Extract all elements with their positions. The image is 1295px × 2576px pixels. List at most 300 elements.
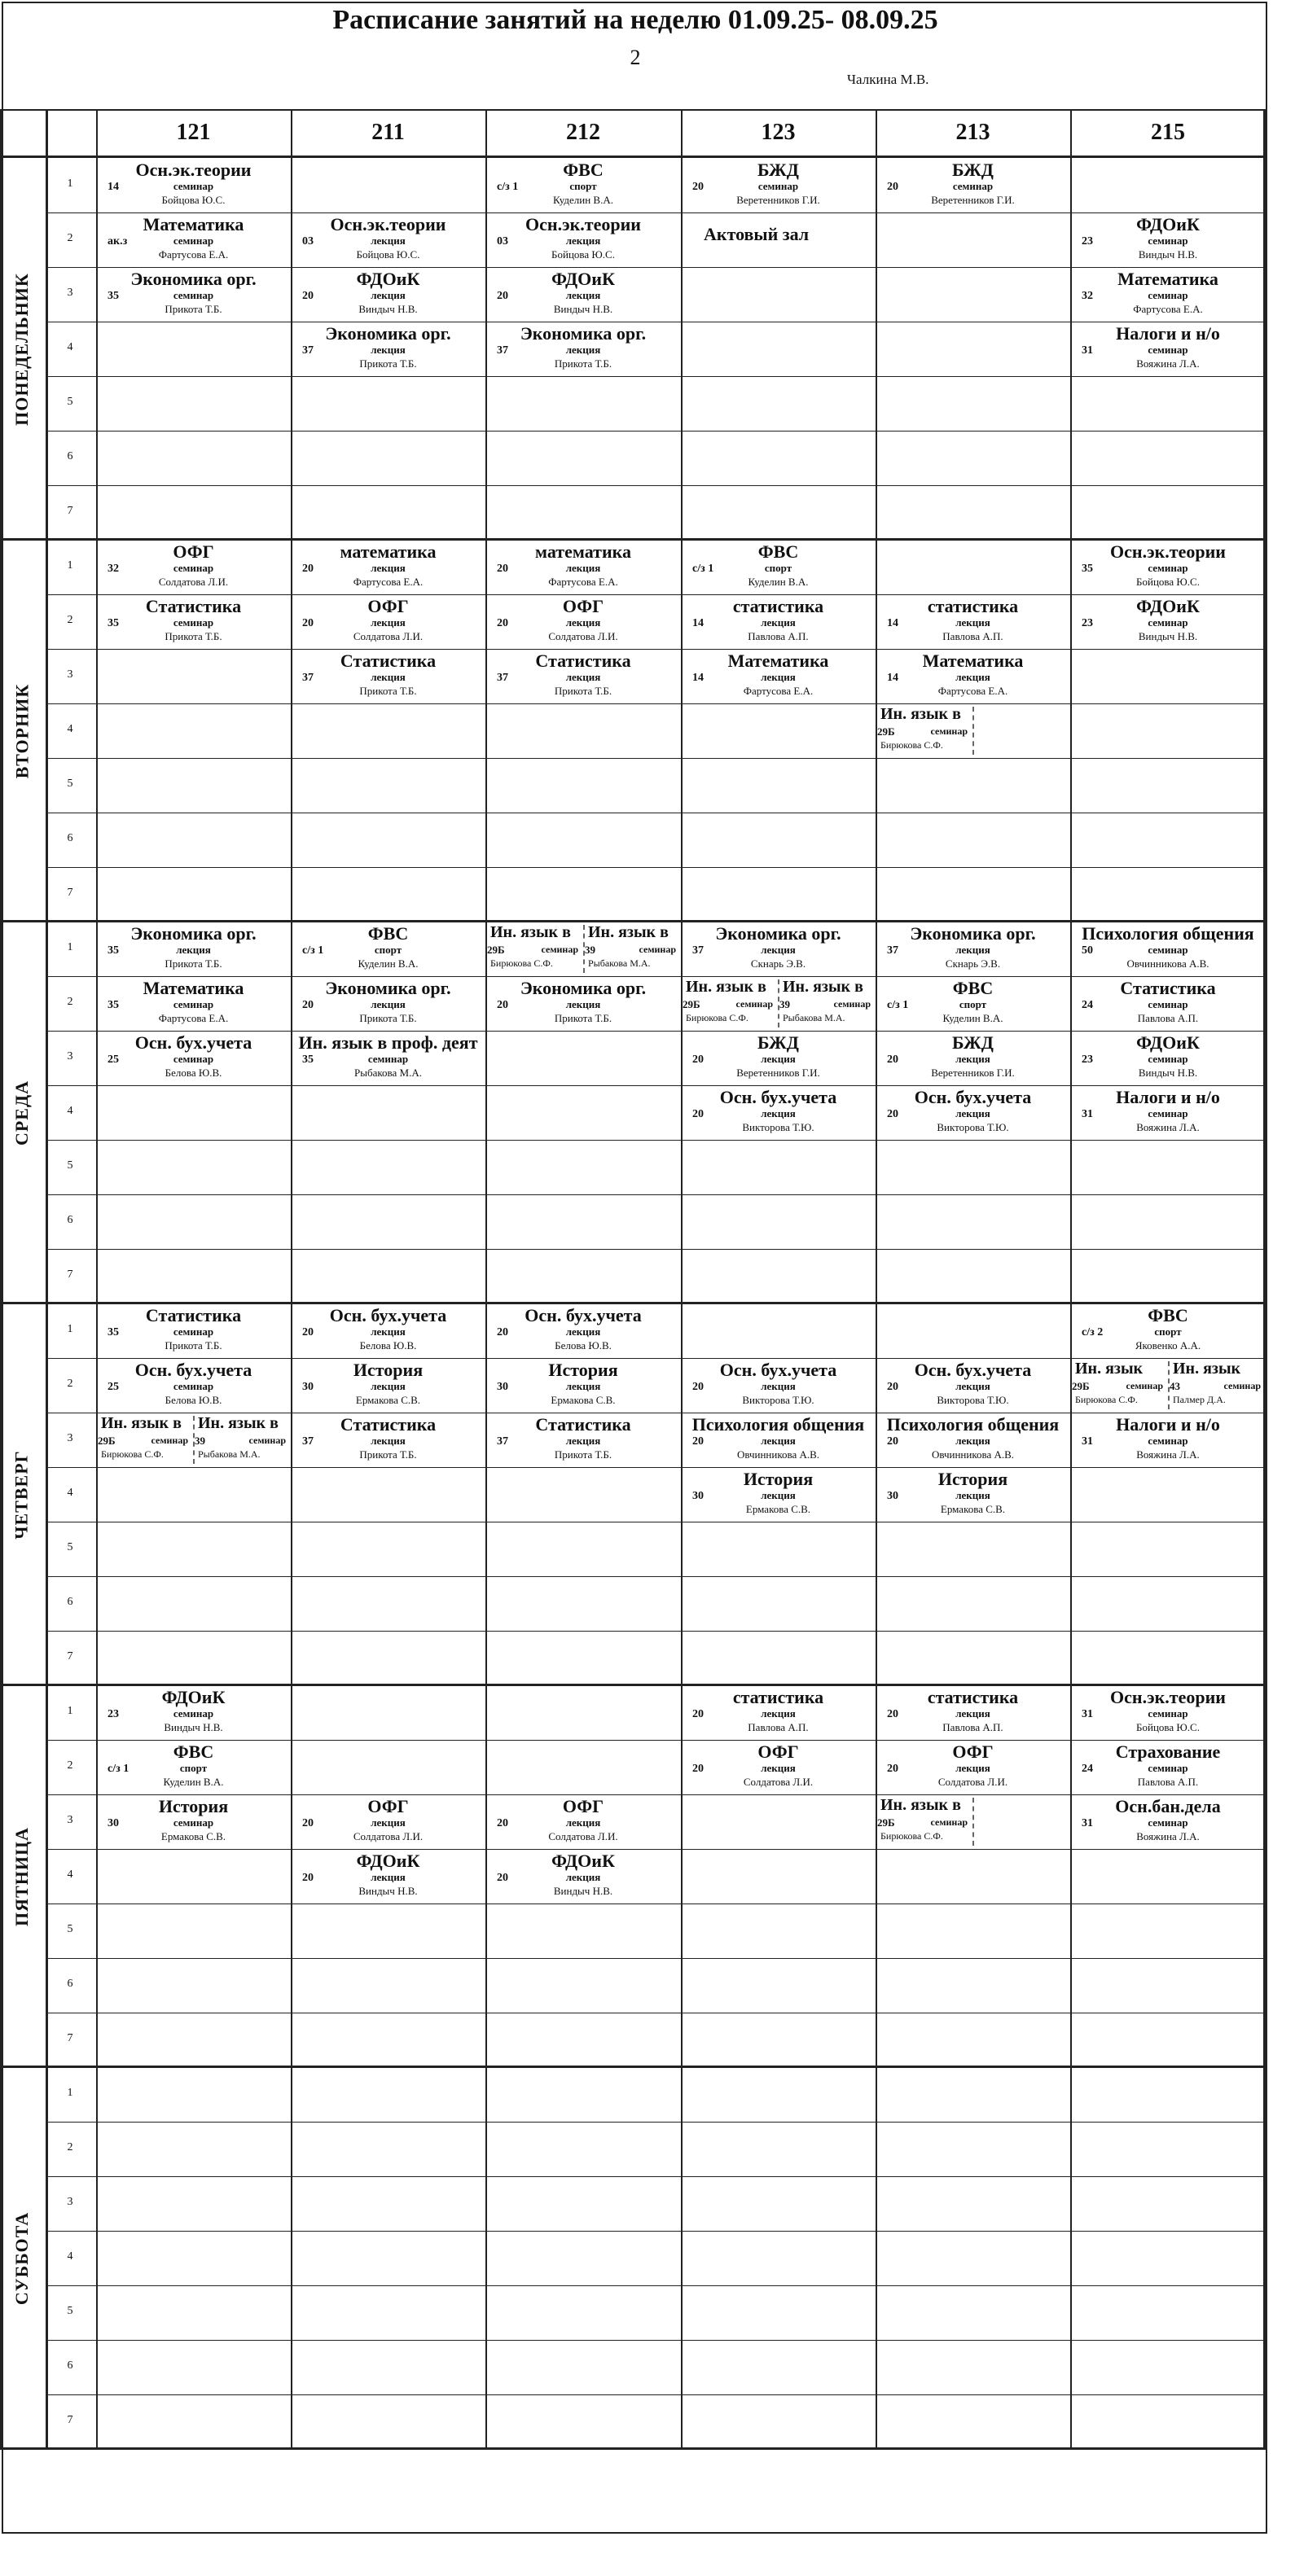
lesson-cell[interactable] (292, 598, 484, 647)
page-title: Расписание занятий на неделю 01.09.25- 08.09.25 (332, 5, 938, 35)
lesson-room-group: 20 (302, 1817, 314, 1829)
lesson-room-group: 31 (1082, 1817, 1093, 1829)
lesson-room-group: с/з 1 (692, 563, 714, 575)
period-number: 2 (67, 614, 73, 626)
lesson-room-group: 20 (497, 999, 508, 1011)
lesson-cell[interactable] (877, 1034, 1069, 1084)
lesson-teacher: Фартусова Е.А. (1133, 303, 1203, 315)
lesson-room-group: 20 (887, 1708, 898, 1720)
lesson-type: спорт (374, 944, 402, 956)
lesson-type: семинар (173, 1707, 214, 1720)
grid-line (46, 212, 1266, 213)
lesson-type: лекция (371, 289, 406, 301)
lesson-cell[interactable] (487, 216, 679, 265)
lesson-teacher: Виндыч Н.В. (1138, 1067, 1198, 1079)
lesson-type: семинар (173, 562, 214, 574)
lesson-teacher: Солдатова Л.И. (548, 630, 618, 642)
lesson-cell[interactable] (1072, 1307, 1264, 1356)
lesson-cell[interactable] (195, 1416, 289, 1465)
lesson-cell[interactable] (98, 543, 289, 593)
lesson-teacher: Прикота Т.Б. (165, 957, 222, 970)
lesson-cell[interactable] (487, 925, 582, 975)
lesson-type: лекция (955, 1053, 990, 1065)
lesson-type: семинар (173, 1816, 214, 1829)
lesson-cell[interactable] (1072, 1743, 1264, 1793)
lesson-cell[interactable] (1072, 979, 1264, 1029)
lesson-cell[interactable] (292, 1798, 484, 1847)
lesson-room-group: 37 (302, 344, 314, 357)
lesson-subject: Психология общения (691, 1416, 865, 1435)
lesson-teacher: Виндыч Н.В. (358, 1885, 418, 1897)
lesson-teacher: Бойцова Ю.С. (1136, 576, 1200, 588)
lesson-cell[interactable] (877, 1361, 1069, 1411)
lesson-room-group: 14 (887, 672, 898, 684)
lesson-type: семинар (1148, 1053, 1188, 1065)
period-number: 6 (67, 1214, 73, 1226)
lesson-room-group: 23 (108, 1708, 119, 1720)
lesson-room-group: 31 (1082, 344, 1093, 357)
lesson-type: спорт (569, 180, 597, 192)
grid-line (46, 1194, 1266, 1195)
lesson-room-group: 35 (302, 1054, 314, 1066)
lesson-cell[interactable] (1072, 216, 1264, 265)
lesson-cell[interactable] (1072, 270, 1264, 320)
period-number: 3 (67, 1432, 73, 1444)
lesson-cell[interactable] (98, 1034, 289, 1084)
lesson-cell[interactable] (292, 270, 484, 320)
period-number: 7 (67, 2032, 73, 2044)
lesson-type: лекция (761, 1053, 796, 1065)
lesson-subject: Экономика орг. (130, 925, 257, 944)
lesson-teacher: Бирюкова С.Ф. (490, 957, 553, 969)
lesson-cell[interactable] (487, 543, 679, 593)
day-name: ВТОРНИК (11, 683, 32, 778)
lesson-cell[interactable] (877, 1743, 1069, 1793)
lesson-room-group: 20 (497, 563, 508, 575)
lesson-teacher: Бирюкова С.Ф. (686, 1012, 748, 1023)
lesson-subject: Ин. язык в (686, 979, 766, 996)
lesson-teacher: Куделин В.А. (748, 576, 809, 588)
lesson-cell[interactable] (683, 1743, 874, 1793)
lesson-teacher: Ермакова С.В. (160, 1830, 226, 1842)
lesson-subject: ФВС (563, 161, 604, 180)
lesson-type: семинар (1148, 344, 1188, 356)
lesson-cell[interactable] (98, 216, 289, 265)
lesson-subject: ФВС (1148, 1307, 1188, 1325)
lesson-type: лекция (176, 944, 211, 956)
lesson-cell[interactable] (487, 1852, 679, 1902)
grid-line (0, 920, 1266, 922)
lesson-cell[interactable] (292, 652, 484, 702)
lesson-cell[interactable] (683, 1361, 874, 1411)
lesson-cell[interactable] (1072, 1034, 1264, 1084)
lesson-cell[interactable] (877, 1470, 1069, 1520)
lesson-cell[interactable] (877, 979, 1069, 1029)
lesson-cell[interactable] (1072, 925, 1264, 975)
lesson-type: лекция (565, 671, 601, 683)
period-number: 5 (67, 1923, 73, 1935)
lesson-type: семинар (639, 944, 676, 955)
lesson-teacher: Виндыч Н.В. (1138, 248, 1198, 261)
grid-line (46, 2285, 1266, 2286)
author-name: Чалкина М.В. (847, 72, 929, 87)
period-number: 3 (67, 287, 73, 299)
lesson-cell[interactable] (877, 161, 1069, 211)
period-number: 2 (67, 1378, 73, 1390)
lesson-cell[interactable] (487, 1361, 679, 1411)
lesson-type: лекция (761, 616, 796, 629)
grid-line (46, 1740, 1266, 1741)
lesson-subject: Осн. бух.учета (525, 1307, 642, 1325)
lesson-cell[interactable] (683, 161, 874, 211)
lesson-room-group: 20 (302, 617, 314, 629)
lesson-subject: Осн.эк.теории (1110, 543, 1226, 562)
lesson-subject: ФДОиК (551, 270, 615, 289)
lesson-type: лекция (761, 1707, 796, 1720)
lesson-cell[interactable] (683, 598, 874, 647)
lesson-room-group: 03 (497, 235, 508, 248)
lesson-room-group: 35 (1082, 563, 1093, 575)
lesson-cell[interactable] (487, 161, 679, 211)
lesson-teacher: Яковенко А.А. (1135, 1339, 1201, 1352)
day-label (0, 540, 44, 922)
lesson-teacher: Бойцова Ю.С. (1136, 1721, 1200, 1733)
lesson-subject: ФДОиК (1136, 1034, 1200, 1053)
lesson-teacher: Виндыч Н.В. (1138, 630, 1198, 642)
lesson-cell[interactable] (487, 979, 679, 1029)
lesson-room-group: 20 (692, 1708, 704, 1720)
lesson-subject: Экономика орг. (715, 925, 841, 944)
lesson-subject: Математика (1117, 270, 1218, 289)
period-number: 4 (67, 1487, 73, 1499)
lesson-cell[interactable] (292, 925, 484, 975)
lesson-subject: ОФГ (367, 1798, 409, 1816)
lesson-cell[interactable] (779, 979, 874, 1029)
lesson-subject: Математика (727, 652, 829, 671)
lesson-cell[interactable] (292, 1416, 484, 1465)
lesson-room-group: 20 (887, 1435, 898, 1448)
lesson-room-group: 20 (302, 1872, 314, 1884)
lesson-cell[interactable] (683, 925, 874, 975)
lesson-cell[interactable] (683, 1034, 874, 1084)
lesson-subject: ФДОиК (356, 1852, 420, 1871)
lesson-room-group: 32 (1082, 290, 1093, 302)
lesson-room-group: 20 (692, 181, 704, 193)
lesson-type: лекция (371, 671, 406, 683)
grid-line (46, 1794, 1266, 1795)
lesson-type: лекция (761, 671, 796, 683)
lesson-cell[interactable] (683, 1089, 874, 1138)
lesson-cell[interactable] (98, 1689, 289, 1738)
lesson-cell[interactable] (877, 1689, 1069, 1738)
lesson-cell[interactable] (683, 979, 776, 1029)
lesson-room-group: 30 (497, 1381, 508, 1393)
period-number: 6 (67, 1596, 73, 1608)
lesson-type: лекция (565, 289, 601, 301)
lesson-type: семинар (757, 180, 799, 192)
grid-line (46, 1631, 1266, 1632)
lesson-cell[interactable] (1072, 1689, 1264, 1738)
day-label (0, 1303, 44, 1685)
lesson-teacher: Бойцова Ю.С. (551, 248, 615, 261)
lesson-subject: Осн. бух.учета (719, 1361, 837, 1380)
lesson-subject: Ин. язык в проф. деят (298, 1034, 478, 1053)
lesson-cell[interactable] (98, 1798, 289, 1847)
grid-line (0, 1302, 1266, 1304)
lesson-teacher: Прикота Т.Б. (165, 630, 222, 642)
lesson-room-group: 20 (497, 617, 508, 629)
lesson-teacher: Куделин В.А. (163, 1776, 224, 1788)
lesson-subject: статистика (732, 598, 824, 616)
grid-line (46, 1249, 1266, 1250)
lesson-cell[interactable] (1072, 1361, 1166, 1411)
lesson-teacher: Белова Ю.В. (165, 1394, 222, 1406)
lesson-cell[interactable] (683, 1689, 874, 1738)
lesson-teacher: Прикота Т.Б. (554, 357, 612, 370)
lesson-cell[interactable] (683, 1470, 874, 1520)
lesson-room-group: 30 (108, 1817, 119, 1829)
lesson-cell[interactable] (487, 270, 679, 320)
grid-line (46, 2394, 1266, 2395)
lesson-type: лекция (761, 1489, 796, 1501)
lesson-cell[interactable] (292, 325, 484, 375)
lesson-cell[interactable] (292, 1307, 484, 1356)
period-number: 5 (67, 396, 73, 408)
lesson-cell[interactable] (292, 543, 484, 593)
lesson-room-group: 29Б (877, 725, 895, 738)
lesson-cell[interactable] (877, 598, 1069, 647)
lesson-teacher: Ермакова С.В. (551, 1394, 616, 1406)
lesson-cell[interactable] (1072, 1089, 1264, 1138)
lesson-room-group: 14 (887, 617, 898, 629)
lesson-teacher: Виндыч Н.В. (553, 303, 613, 315)
lesson-room-group: 39 (585, 944, 595, 956)
lesson-cell[interactable] (292, 1852, 484, 1902)
lesson-cell[interactable] (1072, 598, 1264, 647)
lesson-subject: статистика (927, 1689, 1019, 1707)
lesson-cell[interactable] (292, 979, 484, 1029)
grid-line (0, 2066, 1266, 2068)
lesson-cell[interactable] (877, 707, 971, 756)
lesson-subject: Ин. язык в (198, 1416, 279, 1432)
lesson-subject: БЖД (757, 161, 799, 180)
lesson-type: семинар (151, 1435, 188, 1446)
lesson-cell[interactable] (292, 216, 484, 265)
lesson-cell[interactable] (1072, 1798, 1264, 1847)
lesson-type: лекция (955, 1107, 990, 1119)
period-number: 6 (67, 450, 73, 462)
schedule-grid (0, 109, 1269, 2462)
lesson-subject: ФВС (367, 925, 409, 944)
lesson-cell[interactable] (683, 543, 874, 593)
lesson-teacher: Овчинникова А.В. (736, 1448, 820, 1461)
period-number: 1 (67, 1705, 73, 1717)
lesson-cell[interactable] (877, 652, 1069, 702)
lesson-teacher: Веретенников Г.И. (736, 194, 820, 206)
lesson-cell[interactable] (98, 1416, 191, 1465)
lesson-teacher: Бойцова Ю.С. (356, 248, 420, 261)
lesson-subject: статистика (927, 598, 1019, 616)
lesson-type: лекция (371, 562, 406, 574)
lesson-cell[interactable] (1072, 325, 1264, 375)
lesson-cell[interactable] (98, 270, 289, 320)
lesson-teacher: Прикота Т.Б. (554, 685, 612, 697)
lesson-cell[interactable] (877, 1798, 971, 1847)
lesson-cell[interactable] (877, 1089, 1069, 1138)
period-number: 5 (67, 1159, 73, 1172)
lesson-teacher: Прикота Т.Б. (359, 1012, 417, 1024)
lesson-room-group: 23 (1082, 235, 1093, 248)
lesson-type: спорт (179, 1762, 208, 1774)
lesson-type: лекция (761, 1107, 796, 1119)
lesson-cell[interactable] (98, 598, 289, 647)
lesson-subject: математика (340, 543, 437, 562)
lesson-cell[interactable] (98, 161, 289, 211)
lesson-cell[interactable] (1072, 1416, 1264, 1465)
lesson-room-group: 20 (692, 1763, 704, 1775)
lesson-teacher: Палмер Д.А. (1173, 1394, 1226, 1405)
grid-line (46, 267, 1266, 268)
lesson-subject: Математика (143, 216, 244, 234)
lesson-type: лекция (371, 234, 406, 247)
lesson-teacher: Прикота Т.Б. (359, 1448, 417, 1461)
lesson-room-group: 20 (302, 999, 314, 1011)
lesson-subject: Экономика орг. (910, 925, 1036, 944)
room-header: 121 (176, 120, 211, 145)
grid-line (1263, 109, 1266, 2449)
lesson-cell[interactable] (683, 1416, 874, 1465)
lesson-subject: Осн.эк.теории (330, 216, 446, 234)
lesson-type: лекция (761, 944, 796, 956)
lesson-room-group: 50 (1082, 944, 1093, 957)
lesson-room-group: 20 (302, 290, 314, 302)
lesson-room-group: 20 (302, 1326, 314, 1338)
lesson-subject: БЖД (757, 1034, 799, 1053)
lesson-room-group: 20 (887, 1054, 898, 1066)
lesson-subject: История (937, 1470, 1008, 1489)
lesson-type: лекция (565, 616, 601, 629)
lesson-cell[interactable] (292, 1361, 484, 1411)
lesson-cell[interactable] (487, 598, 679, 647)
lesson-type: лекция (955, 1762, 990, 1774)
lesson-room-group: 31 (1082, 1435, 1093, 1448)
grid-line (681, 109, 683, 2449)
lesson-subject: Ин. язык в (880, 1798, 961, 1814)
lesson-room-group: 24 (1082, 1763, 1093, 1775)
lesson-teacher: Солдатова Л.И. (937, 1776, 1008, 1788)
room-header: 211 (371, 120, 405, 145)
lesson-room-group: 35 (108, 999, 119, 1011)
lesson-cell[interactable] (98, 979, 289, 1029)
lesson-teacher: Прикота Т.Б. (359, 685, 417, 697)
grid-line (46, 1849, 1266, 1850)
lesson-teacher: Прикота Т.Б. (165, 303, 222, 315)
lesson-teacher: Бойцова Ю.С. (161, 194, 226, 206)
lesson-cell[interactable] (98, 1743, 289, 1793)
lesson-subject: Ин. язык в (490, 925, 571, 941)
lesson-subject: ОФГ (562, 598, 604, 616)
lesson-cell[interactable] (98, 1361, 289, 1411)
lesson-teacher: Овчинникова А.В. (931, 1448, 1015, 1461)
lesson-cell[interactable] (585, 925, 679, 975)
lesson-type: семинар (1148, 234, 1188, 247)
lesson-teacher: Прикота Т.Б. (165, 1339, 222, 1352)
lesson-subject: Ин. язык в (880, 707, 961, 723)
lesson-teacher: Виндыч Н.В. (553, 1885, 613, 1897)
lesson-teacher: Виндыч Н.В. (358, 303, 418, 315)
lesson-teacher: Павлова А.П. (942, 1721, 1003, 1733)
lesson-room-group: 25 (108, 1054, 119, 1066)
lesson-cell[interactable] (487, 652, 679, 702)
lesson-subject: Осн. бух.учета (134, 1361, 252, 1380)
lesson-room-group: 20 (887, 1381, 898, 1393)
grid-line (46, 1576, 1266, 1577)
lesson-type: семинар (1148, 562, 1188, 574)
lesson-cell[interactable] (98, 1307, 289, 1356)
grid-line (46, 1958, 1266, 1959)
lesson-cell[interactable] (877, 1416, 1069, 1465)
lesson-cell[interactable] (877, 925, 1069, 975)
lesson-cell[interactable] (487, 325, 679, 375)
lesson-cell[interactable] (1170, 1361, 1264, 1411)
lesson-teacher: Солдатова Л.И. (158, 576, 229, 588)
lesson-cell[interactable] (487, 1416, 679, 1465)
lesson-subject: ФВС (952, 979, 994, 998)
lesson-room-group: 31 (1082, 1108, 1093, 1120)
lesson-cell[interactable] (683, 652, 874, 702)
lesson-subject: Ин. язык в (588, 925, 669, 941)
lesson-cell[interactable] (292, 1034, 484, 1084)
lesson-type: семинар (1148, 1816, 1188, 1829)
lesson-subject: ОФГ (367, 598, 409, 616)
lesson-type: лекция (565, 1435, 601, 1447)
lesson-teacher: Солдатова Л.И. (353, 630, 424, 642)
grid-line (46, 1031, 1266, 1032)
lesson-type: лекция (371, 1435, 406, 1447)
lesson-cell[interactable] (98, 925, 289, 975)
day-name: СУББОТА (11, 2211, 33, 2305)
period-number: 2 (67, 232, 73, 244)
lesson-cell[interactable] (1072, 543, 1264, 593)
lesson-type: лекция (955, 944, 990, 956)
lesson-room-group: 31 (1082, 1708, 1093, 1720)
period-number: 2 (67, 1759, 73, 1772)
grid-line (876, 109, 877, 2449)
half-divider (972, 1798, 974, 1846)
lesson-room-group: 20 (887, 1763, 898, 1775)
lesson-cell[interactable] (487, 1307, 679, 1356)
lesson-subject: Ин. язык в (101, 1416, 182, 1432)
lesson-cell[interactable] (487, 1798, 679, 1847)
lesson-room-group: 39 (195, 1435, 205, 1447)
lesson-room-group: 20 (692, 1435, 704, 1448)
lesson-subject: ФВС (173, 1743, 214, 1762)
lesson-teacher: Рыбакова М.А. (783, 1012, 845, 1023)
period-number: 3 (67, 668, 73, 681)
lesson-teacher: Солдатова Л.И. (353, 1830, 424, 1842)
lesson-type: семинар (833, 998, 871, 1010)
grid-line (291, 109, 292, 2449)
lesson-type: лекция (371, 616, 406, 629)
lesson-teacher: Белова Ю.В. (165, 1067, 222, 1079)
lesson-subject: Осн.бан.дела (1115, 1798, 1221, 1816)
lesson-room-group: 14 (692, 617, 704, 629)
period-number: 5 (67, 778, 73, 790)
lesson-type: семинар (1148, 944, 1188, 956)
lesson-room-group: 37 (497, 672, 508, 684)
lesson-teacher: Вояжина Л.А. (1136, 1448, 1200, 1461)
lesson-type: лекция (371, 344, 406, 356)
